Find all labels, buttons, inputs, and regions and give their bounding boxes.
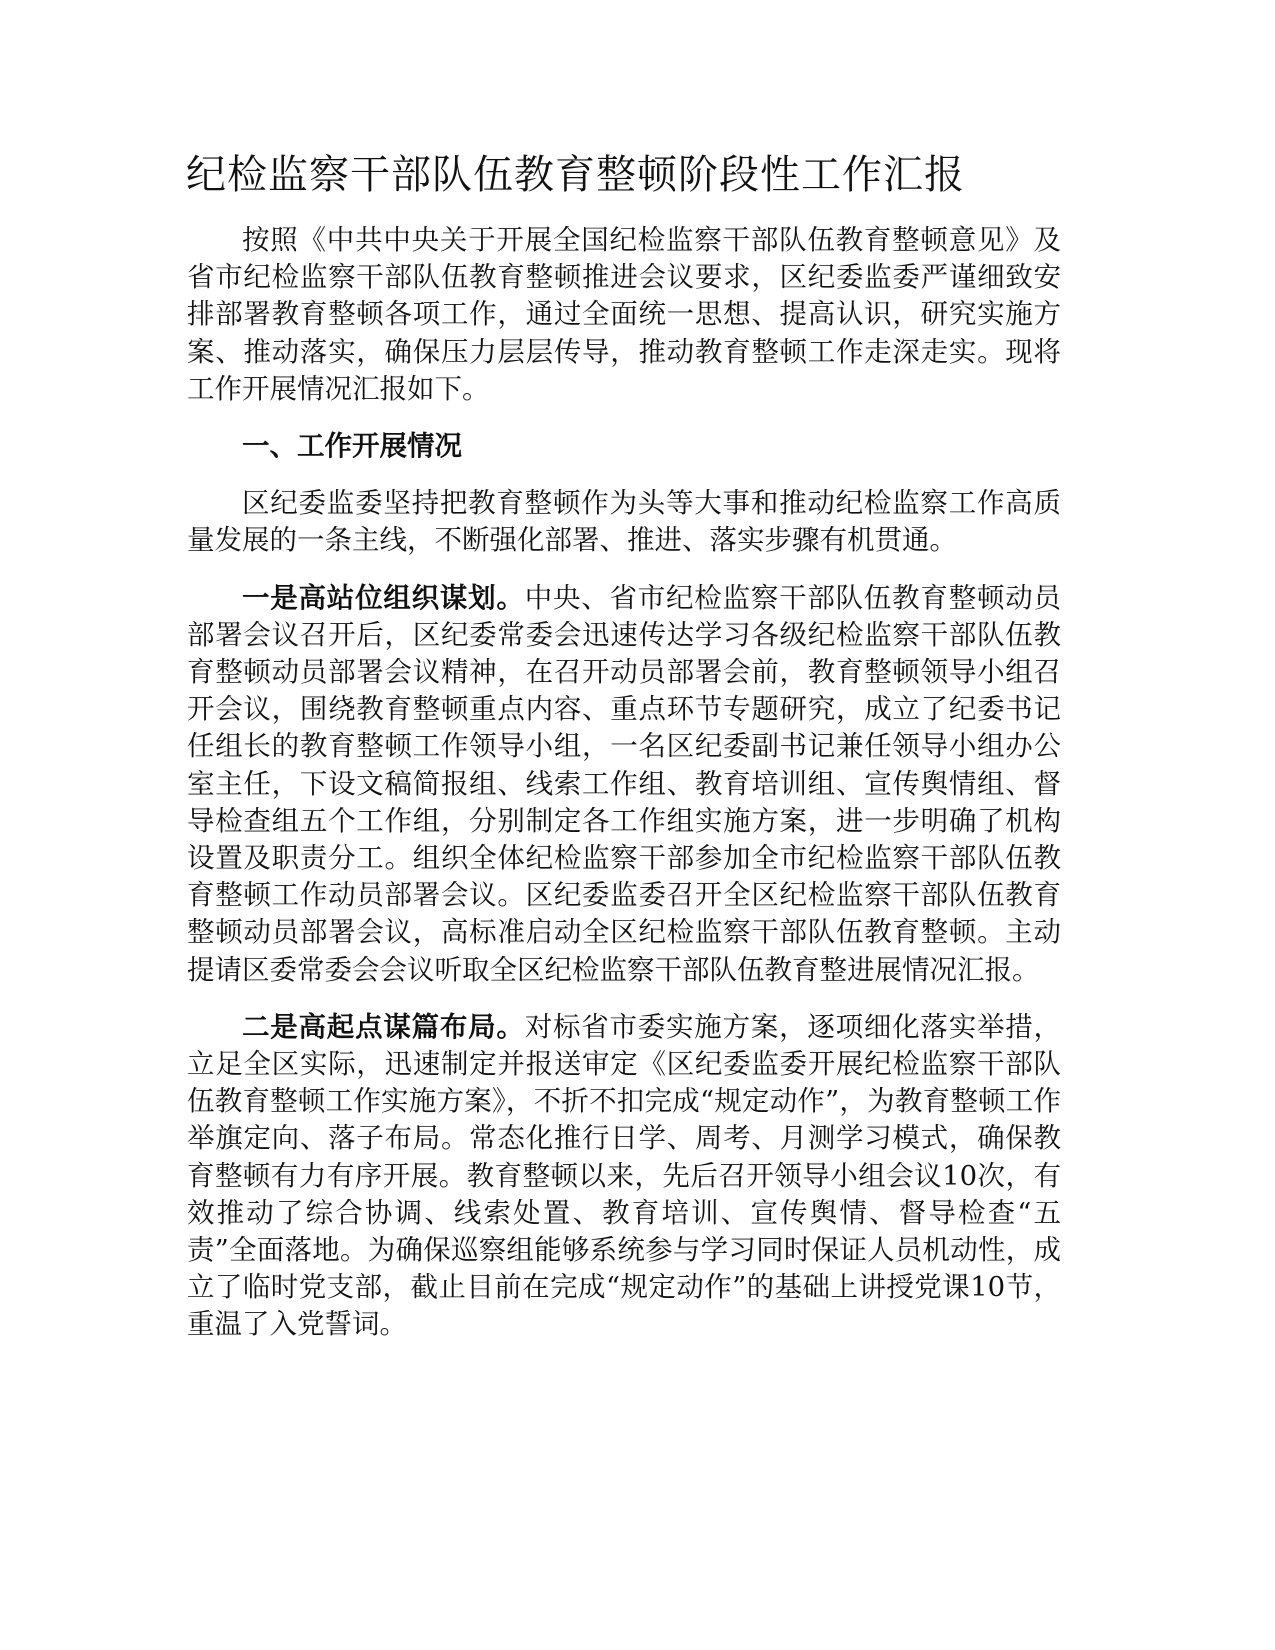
point-one-lead: 一是高站位组织谋划。 [242,581,525,614]
document-title: 纪检监察干部队伍教育整顿阶段性工作汇报 [186,152,965,198]
document-body [187,222,1061,1344]
point-two-lead: 二是高起点谋篇布局。 [242,1010,525,1043]
point-one-paragraph [187,580,1061,989]
section-paragraph: 区纪委监委坚持把教育整顿作为头等大事和推动纪检监察工作高质量发展的一条主线，不断强化部署、推进、落实步骤有机贯通。 [187,487,1061,557]
point-two-paragraph [187,1009,1061,1344]
point-one-body: 中央、省市纪检监察干部队伍教育整顿动员部署会议召开后，区纪委常委会迅速传达学习各级纪检监察干部队伍教育整顿动员部署会议精神，在召开动员部署会前，教育整顿领导小组召开会议，围绕教育整顿重点内容、重点环节专题研究，成立了纪委书记任组长的教育整顿工作领导小组，一名区纪委副书记兼任领导小组办公室主任，下设文稿简报组、线索工作组、教育培训组、宣传舆情组、督导检查组五个工作组，分别制定各工作组实施方案，进一步明确了机构设置及职责分工。组织全体纪检监察干部参加全市纪检监察干部队伍教育整顿工作动员部署会议。区纪委监委召开全区纪检监察干部队伍教育整顿动员部署会议，高标准启动全区纪检监察干部队伍教育整顿。主动提请区委常委会会议听取全区纪检监察干部队伍教育整进展情况汇报。 [187,581,1062,986]
section-heading: 一、工作开展情况 [242,430,462,463]
intro-paragraph: 按照《中共中央关于开展全国纪检监察干部队伍教育整顿意见》及省市纪检监察干部队伍教育整顿推进会议要求，区纪委监委严谨细致安排部署教育整顿各项工作，通过全面统一思想、提高认识，研究实施方案、推动落实，确保压力层层传导，推动教育整顿工作走深走实。现将工作开展情况汇报如下。 [187,224,1061,405]
point-two-body: 对标省市委实施方案，逐项细化落实举措，立足全区实际，迅速制定并报送审定《区纪委监委开展纪检监察干部队伍教育整顿工作实施方案》，不折不扣完成“规定动作”，为教育整顿工作举旗定向、落子布局。常态化推行日学、周考、月测学习模式，确保教育整顿有力有序开展。教育整顿以来，先后召开领导小组会议10次，有效推动了综合协调、线索处置、教育培训、宣传舆情、督导检查“五责”全面落地。为确保巡察组能够系统参与学习同时保证人员机动性，成立了临时党支部，截止目前在完成“规定动作”的基础上讲授党课10节，重温了入党誓词。 [187,1010,1062,1341]
